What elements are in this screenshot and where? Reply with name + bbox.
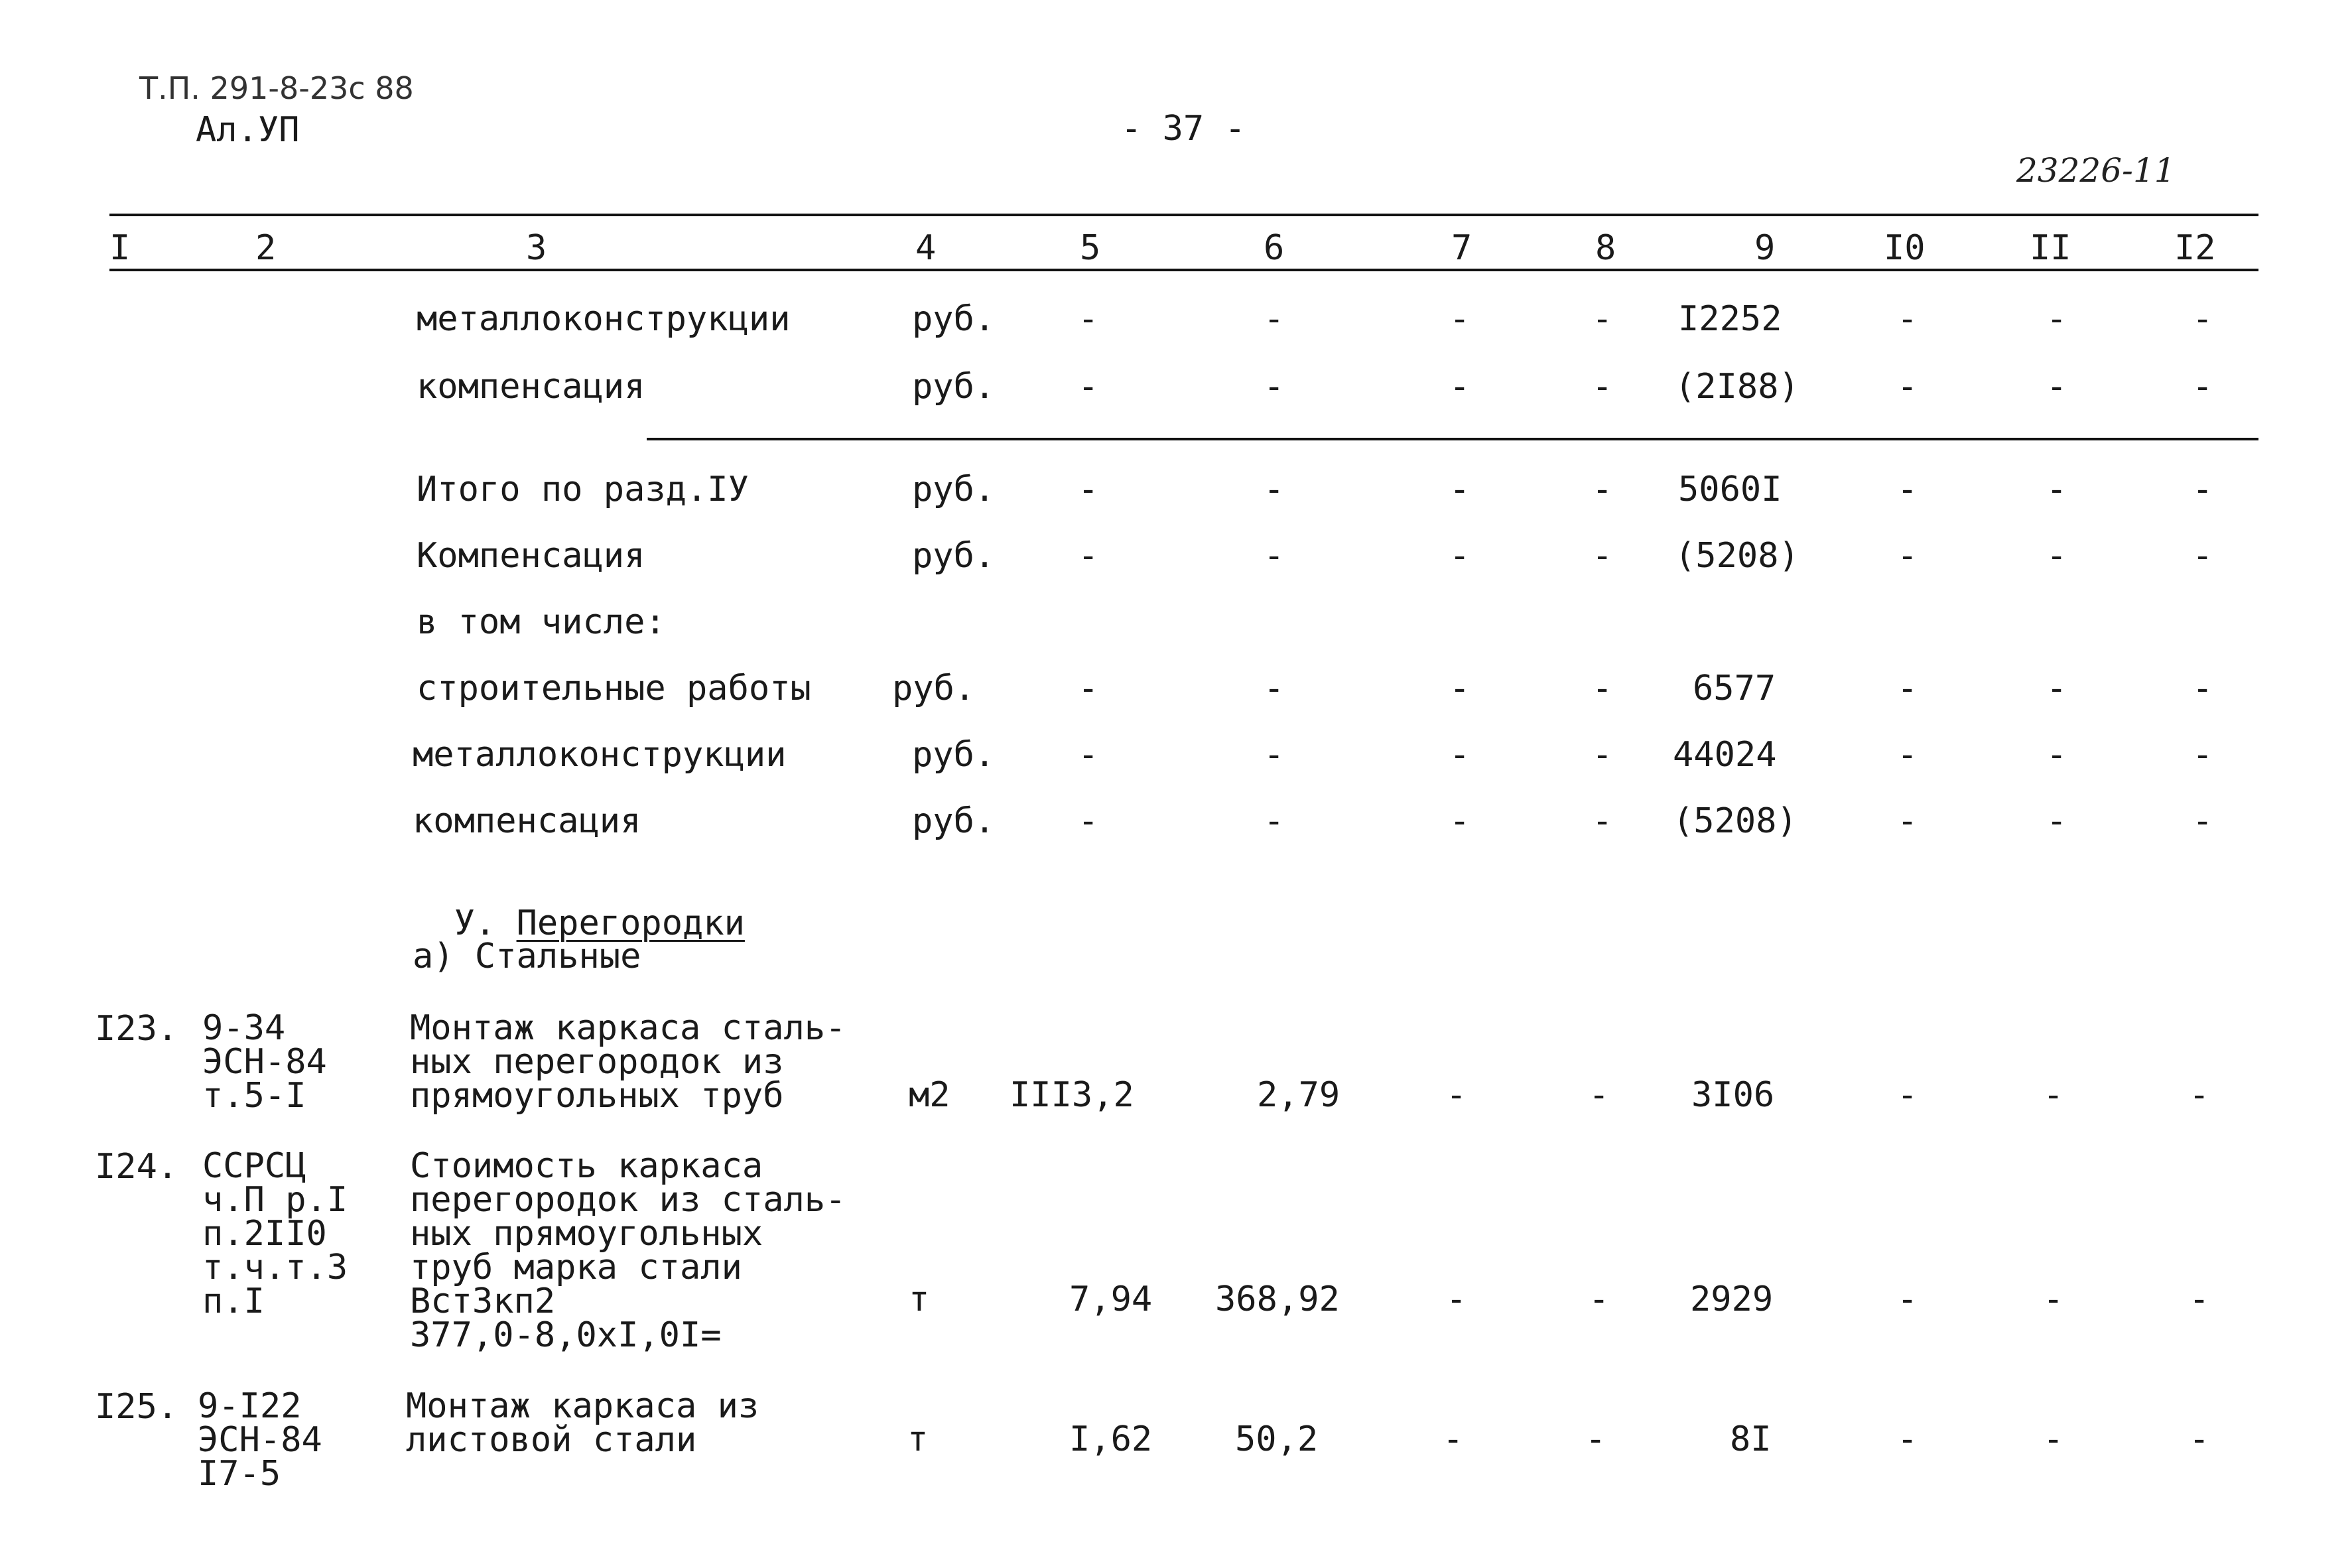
cell-col12: -	[2192, 801, 2213, 841]
cell-col5: -	[1078, 470, 1099, 509]
header-bottom-rule	[109, 269, 2258, 271]
section-prefix: У.	[454, 903, 496, 943]
cell-col7: -	[1443, 1419, 1464, 1459]
cell-col8: -	[1592, 801, 1613, 841]
cell-col11: -	[2043, 1279, 2064, 1319]
item-code: 9-34 ЭСН-84 т.5-I	[202, 1008, 327, 1116]
cell-col6: -	[1264, 801, 1285, 841]
column-header: I	[109, 228, 131, 268]
cell-col10: -	[1897, 801, 1918, 841]
item-code: ССРСЦ ч.П р.I п.2II0 т.ч.т.3 п.I	[202, 1146, 348, 1321]
column-header: 5	[1080, 228, 1101, 268]
cell-col8: -	[1592, 536, 1613, 576]
cell-col9: 5060I	[1678, 470, 1782, 509]
cell-col12: -	[2189, 1075, 2210, 1115]
row-unit: руб.	[912, 299, 996, 339]
section-subtitle: а) Стальные	[413, 937, 641, 976]
cell-col10: -	[1897, 367, 1918, 407]
item-number: I24.	[95, 1147, 178, 1187]
cell-col10: -	[1897, 1075, 1918, 1115]
item-number: I25.	[95, 1387, 178, 1427]
cell-col7: -	[1449, 669, 1470, 708]
cell-col9: 8I	[1730, 1419, 1772, 1459]
item-name: Стоимость каркаса перегородок из сталь- ных прямоугольных труб марка стали Вст3кп2 377,0-8,0хI,0I=	[410, 1146, 846, 1355]
cell-col6: -	[1264, 735, 1285, 775]
cell-col8: -	[1592, 367, 1613, 407]
cell-col11: -	[2046, 470, 2067, 509]
row-name: металлоконструкции	[413, 735, 787, 775]
cell-col6: 50,2	[1235, 1419, 1319, 1459]
cell-col7: -	[1446, 1075, 1467, 1115]
cell-col8: -	[1589, 1075, 1610, 1115]
row-name: металлоконструкции	[417, 299, 791, 339]
cell-col5: -	[1078, 801, 1099, 841]
item-name: Монтаж каркаса из листовой стали	[406, 1386, 759, 1460]
cell-col5: -	[1078, 536, 1099, 576]
row-unit: руб.	[892, 669, 976, 708]
row-unit: м2	[909, 1075, 950, 1115]
section-heading	[413, 872, 745, 941]
cell-col6: -	[1264, 367, 1285, 407]
cell-col11: -	[2046, 299, 2067, 339]
cell-col7: -	[1449, 536, 1470, 576]
row-name: строительные работы	[417, 669, 811, 708]
cell-col11: -	[2046, 367, 2067, 407]
column-header: 2	[255, 228, 277, 268]
column-header: I0	[1884, 228, 1926, 268]
row-unit: руб.	[912, 367, 996, 407]
cell-col9: 3I06	[1691, 1075, 1775, 1115]
cell-col6: -	[1264, 669, 1285, 708]
cell-col8: -	[1592, 470, 1613, 509]
cell-col5: -	[1078, 367, 1099, 407]
column-header: 4	[915, 228, 937, 268]
row-unit: руб.	[912, 735, 996, 775]
cell-col10: -	[1897, 470, 1918, 509]
row-name: в том числе:	[417, 602, 666, 642]
column-header: 9	[1754, 228, 1776, 268]
column-header: 3	[526, 228, 547, 268]
cell-col11: -	[2046, 669, 2067, 708]
cell-col6: -	[1264, 299, 1285, 339]
cell-col5: -	[1078, 669, 1099, 708]
row-name: компенсация	[417, 367, 645, 407]
cell-col12: -	[2192, 536, 2213, 576]
cell-col10: -	[1897, 299, 1918, 339]
cell-col7: -	[1446, 1279, 1467, 1319]
cell-col10: -	[1897, 1279, 1918, 1319]
cell-col8: -	[1589, 1279, 1610, 1319]
cell-col12: -	[2192, 735, 2213, 775]
cell-col6: 368,92	[1215, 1279, 1340, 1319]
cell-col7: -	[1449, 299, 1470, 339]
cell-col10: -	[1897, 735, 1918, 775]
row-name: Компенсация	[417, 536, 645, 576]
item-code: 9-I22 ЭСН-84 I7-5	[198, 1386, 322, 1494]
row-unit: руб.	[912, 536, 996, 576]
row-name: компенсация	[413, 801, 641, 841]
cell-col5: -	[1078, 735, 1099, 775]
cell-col11: -	[2046, 536, 2067, 576]
row-unit: т	[909, 1279, 930, 1319]
cell-col8: -	[1592, 735, 1613, 775]
cell-col7: -	[1449, 367, 1470, 407]
cell-col12: -	[2192, 669, 2213, 708]
row-name: Итого по разд.IУ	[417, 470, 749, 509]
cell-col7: -	[1449, 801, 1470, 841]
cell-col9: (5208)	[1673, 801, 1797, 841]
stamp-number: 23226-11	[2016, 151, 2176, 190]
header-top-rule	[109, 214, 2258, 216]
cell-col10: -	[1897, 1419, 1918, 1459]
cell-col11: -	[2046, 735, 2067, 775]
column-header: 8	[1595, 228, 1616, 268]
cell-col7: -	[1449, 735, 1470, 775]
cell-col8: -	[1592, 669, 1613, 708]
cell-col12: -	[2189, 1279, 2210, 1319]
cell-col11: -	[2046, 801, 2067, 841]
column-header: 6	[1264, 228, 1285, 268]
cell-col6: 2,79	[1257, 1075, 1340, 1115]
cell-col5: III3,2	[1010, 1075, 1134, 1115]
cell-col12: -	[2189, 1419, 2210, 1459]
cell-col9: 44024	[1673, 735, 1777, 775]
item-number: I23.	[95, 1009, 178, 1049]
page-number: - 37 -	[1121, 109, 1246, 149]
cell-col8: -	[1585, 1419, 1606, 1459]
cell-col10: -	[1897, 669, 1918, 708]
cell-col12: -	[2192, 367, 2213, 407]
cell-col7: -	[1449, 470, 1470, 509]
document-code: Т.П. 291-8-23с 88	[139, 70, 414, 106]
cell-col9: 6577	[1693, 669, 1776, 708]
cell-col9: 2929	[1690, 1279, 1774, 1319]
cell-col9: (5208)	[1675, 536, 1799, 576]
section-title: Перегородки	[516, 903, 745, 943]
cell-col9: I2252	[1678, 299, 1782, 339]
row-unit: руб.	[912, 801, 996, 841]
cell-col11: -	[2043, 1075, 2064, 1115]
item-name: Монтаж каркаса сталь- ных перегородок из прямоугольных труб	[410, 1008, 846, 1116]
cell-col10: -	[1897, 536, 1918, 576]
row-unit: т	[907, 1419, 929, 1459]
cell-col12: -	[2192, 470, 2213, 509]
subtotal-rule	[647, 438, 2258, 440]
column-header: I2	[2174, 228, 2216, 268]
cell-col5: 7,94	[1069, 1279, 1153, 1319]
cell-col5: I,62	[1069, 1419, 1153, 1459]
cell-col6: -	[1264, 470, 1285, 509]
cell-col12: -	[2192, 299, 2213, 339]
cell-col11: -	[2043, 1419, 2064, 1459]
cell-col6: -	[1264, 536, 1285, 576]
column-header: II	[2030, 228, 2071, 268]
row-unit: руб.	[912, 470, 996, 509]
cell-col5: -	[1078, 299, 1099, 339]
column-header: 7	[1451, 228, 1472, 268]
cell-col8: -	[1592, 299, 1613, 339]
cell-col9: (2I88)	[1675, 367, 1799, 407]
album-label: Ал.УП	[196, 110, 300, 150]
